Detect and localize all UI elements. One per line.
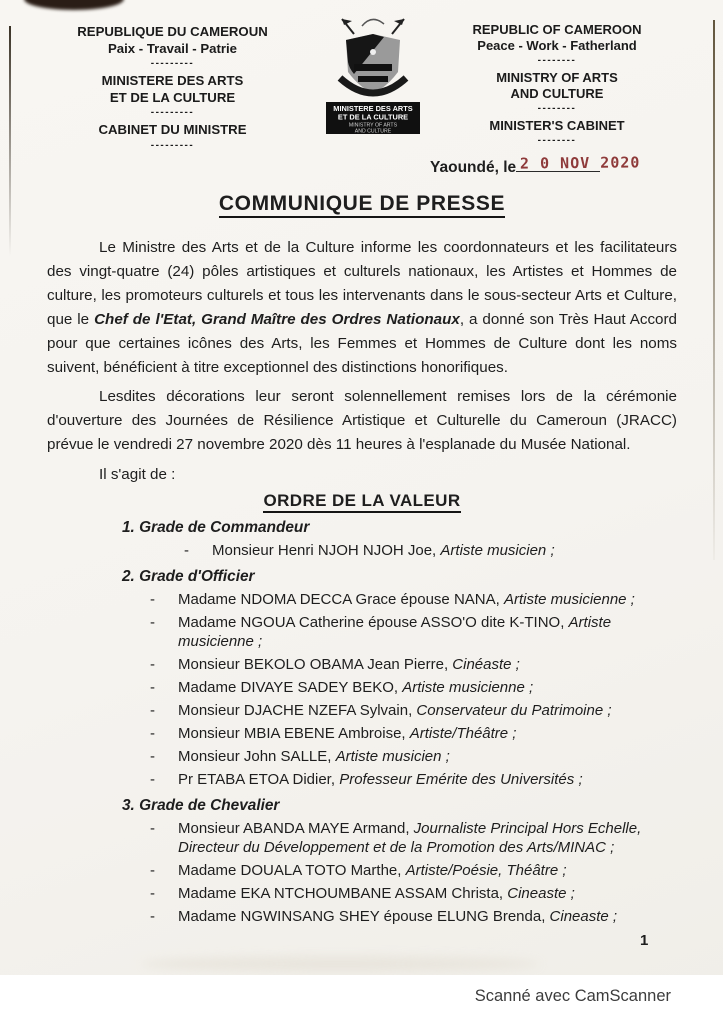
intro-line: Il s'agit de : (99, 466, 176, 483)
separator-dashes: --------- (150, 58, 195, 69)
grade-1-heading: 1. Grade de Commandeur (122, 519, 310, 536)
order-heading: ORDRE DE LA VALEUR (47, 491, 677, 511)
dash-bullet: - (184, 542, 189, 559)
crest-shield-bar1 (354, 64, 392, 71)
ministry-name-en-line1: MINISTRY OF ARTS (496, 70, 618, 85)
member-row (150, 770, 677, 790)
member-title: Cineaste ; (549, 908, 618, 925)
dash-bullet: - (150, 748, 155, 765)
member-title: Artiste musicien ; (335, 748, 450, 765)
header-left-block (50, 24, 295, 152)
country-name-fr: REPUBLIQUE DU CAMEROUN (77, 24, 268, 39)
member-name: Monsieur MBIA EBENE Ambroise, (178, 725, 406, 742)
dash-bullet: - (150, 862, 155, 879)
grades-list (122, 518, 677, 927)
member-row (184, 541, 677, 561)
member-text (178, 701, 677, 721)
member-title: Professeur Emérite des Universités ; (339, 771, 583, 788)
date-stamp: 2 0 NOV 2020 (519, 153, 641, 173)
scan-artifact-smudge (140, 956, 540, 972)
press-release-title: COMMUNIQUE DE PRESSE (47, 192, 677, 216)
separator-dashes: -------- (537, 55, 577, 66)
crest-label-en-line2: AND CULTURE (354, 128, 392, 135)
grade-3-heading: 3. Grade de Chevalier (122, 796, 280, 814)
separator-dashes: -------- (537, 135, 577, 146)
member-name: Monsieur ABANDA MAYE Armand, (178, 819, 410, 837)
cabinet-name-en: MINISTER'S CABINET (489, 118, 625, 133)
dash-bullet: - (150, 702, 155, 719)
member-row (150, 724, 677, 744)
date-line (430, 153, 641, 177)
member-name: Monsieur John SALLE, (178, 748, 332, 765)
member-title: Artiste musicienne ; (178, 613, 612, 650)
separator-dashes: --------- (150, 139, 195, 151)
member-row (150, 884, 677, 904)
page-number: 1 (640, 932, 649, 949)
crest-label-en-line1: MINISTRY OF ARTS (348, 122, 398, 129)
member-text (178, 819, 677, 858)
member-row (150, 747, 677, 767)
scan-artifact-right-edge (713, 20, 715, 560)
member-text (178, 907, 677, 927)
dash-bullet: - (150, 679, 155, 696)
member-name: Pr ETABA ETOA Didier, (178, 771, 336, 788)
header-right-block (437, 22, 677, 147)
grade-2-heading: 2. Grade d'Officier (122, 567, 255, 585)
document-body (47, 192, 677, 930)
member-title: Journaliste Principal Hors Echelle, Directeur du Développement et de la Promotion des Arts/MINAC ; (178, 819, 642, 856)
member-title: Artiste musicienne ; (503, 590, 635, 608)
dash-bullet: - (150, 613, 155, 631)
crest-shield-dot (370, 49, 376, 55)
crest-label-fr-line2: ET DE LA CULTURE (337, 112, 409, 122)
member-name: Monsieur DJACHE NZEFA Sylvain, (178, 702, 413, 719)
member-row (150, 819, 677, 858)
member-title: Cinéaste ; (452, 656, 520, 673)
motto-en: Peace - Work - Fatherland (477, 38, 637, 53)
member-row (150, 701, 677, 721)
member-text (178, 678, 677, 698)
member-row (150, 861, 677, 881)
member-row (150, 655, 677, 675)
country-name-en: REPUBLIC OF CAMEROON (472, 22, 642, 37)
camscanner-note: Scanné avec CamScanner (474, 987, 671, 1005)
crest-sketch-line (362, 19, 384, 26)
paragraph-1-part1: Le Ministre des Arts et de la Culture informe les coordonnateurs et les facilitateurs des vingt-quatre (24) pôles artistiques et culturels nationaux, les Artistes et Hommes de culture, les promoteurs culturels et tous les intervenants dans le sous-secteur Arts et Culture, que le (47, 239, 677, 328)
dash-bullet: - (150, 590, 155, 608)
member-name: Madame EKA NTCHOUMBANE ASSAM Christa, (178, 885, 504, 902)
ministry-name-fr-line1: MINISTERE DES ARTS (101, 73, 244, 88)
paragraph-1 (47, 236, 677, 380)
ministry-name-en-line2: AND CULTURE (510, 86, 604, 101)
dash-bullet: - (150, 885, 155, 902)
member-name: Madame NDOMA DECCA Grace épouse NANA, (178, 590, 500, 608)
member-name: Monsieur Henri NJOH NJOH Joe, (212, 542, 437, 559)
separator-dashes: -------- (537, 103, 577, 114)
ministry-crest-icon (324, 12, 422, 136)
paragraph-1-part2: , a donné son Très Haut Accord pour que certaines icônes des Arts, les Femmes et Hommes de Culture dont les noms suivent, bénéficient à titre exceptionnel des distinctions honorifiques. (47, 311, 677, 376)
member-text (212, 541, 677, 561)
member-text (178, 655, 677, 675)
dash-bullet: - (150, 908, 155, 925)
member-row (150, 678, 677, 698)
cabinet-name-fr: CABINET DU MINISTRE (98, 122, 247, 137)
member-text (178, 770, 677, 790)
member-title: Artiste musicienne ; (402, 679, 534, 696)
separator-dashes: --------- (150, 107, 195, 118)
dash-bullet: - (150, 819, 155, 837)
member-row (150, 907, 677, 927)
scan-artifact-blob (24, 0, 124, 10)
dash-bullet: - (150, 725, 155, 742)
member-name: Madame DOUALA TOTO Marthe, (178, 862, 402, 879)
head-of-state-emphasis: Chef de l'Etat, Grand Maître des Ordres Nationaux (94, 311, 460, 328)
paragraph-2: Lesdites décorations leur seront solennellement remises lors de la cérémonie d'ouverture des Journées de Résilience Artistique et Culturelle du Cameroun (JRACC) prévue le vendredi 27 novembre 2020 dès 11 heures à l'esplanade du Musée National. (47, 388, 677, 453)
crest-label-fr-line1: MINISTERE DES ARTS (333, 104, 413, 113)
member-text (178, 724, 677, 744)
ministry-name-fr-line2: ET DE LA CULTURE (109, 89, 236, 105)
member-text (178, 590, 677, 610)
camscanner-strip (0, 975, 723, 1024)
member-text (178, 747, 677, 767)
dash-bullet: - (150, 656, 155, 673)
member-name: Monsieur BEKOLO OBAMA Jean Pierre, (178, 656, 449, 673)
member-title: Conservateur du Patrimoine ; (416, 702, 612, 719)
member-name: Madame NGOUA Catherine épouse ASSO'O dite K-TINO, (178, 613, 565, 631)
member-title: Artiste musicien ; (440, 542, 555, 559)
scan-artifact-left-edge (9, 26, 11, 256)
date-prefix: Yaoundé, le (430, 159, 517, 176)
member-text (178, 613, 677, 652)
member-title: Cineaste ; (507, 885, 575, 902)
member-name: Madame DIVAYE SADEY BEKO, (178, 679, 399, 696)
member-text (178, 861, 677, 881)
dash-bullet: - (150, 771, 155, 788)
member-row (150, 590, 677, 610)
member-name: Madame NGWINSANG SHEY épouse ELUNG Brenda, (178, 908, 546, 925)
member-text (178, 884, 677, 904)
member-row (150, 613, 677, 652)
crest-shield-bar2 (358, 76, 388, 82)
member-title: Artiste/Théâtre ; (409, 725, 517, 742)
member-title: Artiste/Poésie, Théâtre ; (405, 862, 567, 879)
motto-fr: Paix - Travail - Patrie (107, 40, 237, 56)
